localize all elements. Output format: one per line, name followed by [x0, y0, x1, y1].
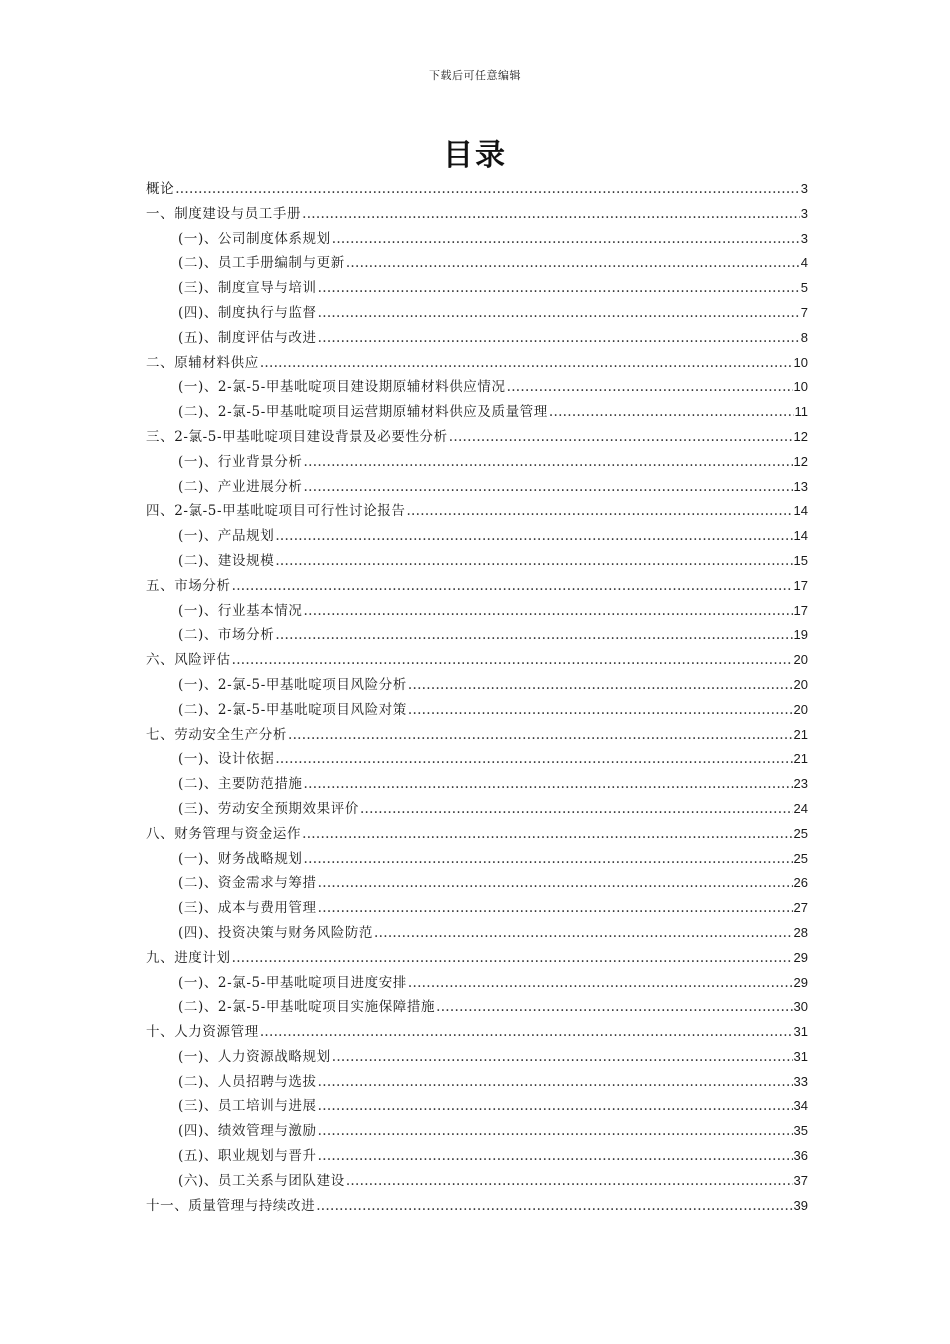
toc-entry[interactable]: [146, 896, 808, 921]
toc-entry-label: 七、劳动安全生产分析: [146, 726, 287, 743]
toc-entry-label: (二)、员工手册编制与更新: [178, 255, 345, 272]
toc-entry-page-number: 31: [793, 1024, 808, 1040]
toc-entry-page-number: 33: [793, 1073, 808, 1089]
toc-dot-leader: [346, 1173, 793, 1189]
toc-entry-label: (一)、设计依据: [178, 751, 275, 768]
toc-title: 目录: [443, 138, 507, 173]
toc-entry[interactable]: [146, 400, 808, 425]
toc-entry[interactable]: [146, 276, 808, 301]
toc-entry-label: (一)、财务战略规划: [178, 850, 303, 867]
toc-entry[interactable]: [146, 301, 808, 326]
toc-entry[interactable]: [146, 251, 808, 276]
toc-entry-page-number: 25: [793, 850, 808, 866]
toc-entry[interactable]: [146, 1045, 808, 1070]
toc-entry-page-number: 12: [793, 428, 808, 444]
toc-entry-label: (二)、2-氯-5-甲基吡啶项目风险对策: [178, 701, 407, 718]
toc-dot-leader: [304, 603, 793, 619]
toc-entry-page-number: 30: [793, 999, 808, 1015]
toc-dot-leader: [318, 900, 793, 916]
toc-entry-label: (六)、员工关系与团队建设: [178, 1172, 345, 1189]
toc-dot-leader: [318, 305, 800, 321]
toc-entry-label: (四)、绩效管理与激励: [178, 1123, 317, 1140]
toc-entry-page-number: 7: [800, 304, 808, 320]
toc-dot-leader: [332, 1049, 793, 1065]
toc-entry[interactable]: [146, 971, 808, 996]
toc-dot-leader: [275, 553, 792, 569]
toc-entry[interactable]: [146, 450, 808, 475]
toc-entry-page-number: 19: [793, 627, 808, 643]
toc-entry-label: 十、人力资源管理: [146, 1024, 259, 1041]
toc-entry[interactable]: [146, 921, 808, 946]
toc-dot-leader: [436, 999, 792, 1015]
toc-dot-leader: [304, 479, 793, 495]
toc-entry-page-number: 28: [793, 924, 808, 940]
toc-entry[interactable]: [146, 1020, 808, 1045]
toc-entry[interactable]: [146, 549, 808, 574]
toc-dot-leader: [275, 627, 792, 643]
toc-entry-page-number: 21: [793, 726, 808, 742]
toc-entry[interactable]: [146, 1070, 808, 1095]
toc-entry-page-number: 34: [793, 1098, 808, 1114]
toc-entry-page-number: 36: [793, 1148, 808, 1164]
toc-dot-leader: [175, 181, 800, 197]
toc-entry-page-number: 24: [793, 800, 808, 816]
toc-dot-leader: [275, 528, 792, 544]
toc-dot-leader: [507, 379, 793, 395]
toc-dot-leader: [318, 1123, 793, 1139]
toc-entry-label: (二)、产业进展分析: [178, 478, 303, 495]
toc-entry-page-number: 15: [793, 552, 808, 568]
toc-dot-leader: [408, 702, 793, 718]
toc-dot-leader: [318, 330, 800, 346]
toc-entry[interactable]: [146, 797, 808, 822]
toc-entry-label: (一)、公司制度体系规划: [178, 230, 331, 247]
toc-dot-leader: [304, 454, 793, 470]
toc-entry[interactable]: [146, 599, 808, 624]
toc-entry[interactable]: [146, 475, 808, 500]
toc-dot-leader: [302, 206, 800, 222]
toc-dot-leader: [549, 404, 794, 420]
toc-entry-label: (四)、投资决策与财务风险防范: [178, 924, 374, 941]
toc-dot-leader: [304, 776, 793, 792]
toc-entry[interactable]: [146, 375, 808, 400]
toc-entry[interactable]: [146, 177, 808, 202]
toc-entry[interactable]: [146, 574, 808, 599]
toc-entry-page-number: 20: [793, 676, 808, 692]
toc-entry[interactable]: [146, 425, 808, 450]
toc-dot-leader: [346, 255, 800, 271]
toc-entry-label: (三)、劳动安全预期效果评价: [178, 800, 359, 817]
toc-entry[interactable]: [146, 723, 808, 748]
toc-dot-leader: [408, 677, 793, 693]
toc-entry-page-number: 5: [800, 280, 808, 296]
toc-entry[interactable]: [146, 326, 808, 351]
toc-entry-label: (二)、市场分析: [178, 627, 275, 644]
toc-entry-page-number: 14: [793, 503, 808, 519]
toc-entry[interactable]: [146, 351, 808, 376]
toc-dot-leader: [318, 1148, 793, 1164]
toc-dot-leader: [408, 975, 793, 991]
toc-dot-leader: [288, 727, 793, 743]
toc-entry[interactable]: [146, 946, 808, 971]
toc-entry-page-number: 20: [793, 701, 808, 717]
toc-dot-leader: [302, 826, 792, 842]
toc-entry[interactable]: [146, 747, 808, 772]
toc-entry-page-number: 20: [793, 652, 808, 668]
toc-entry-page-number: 3: [800, 205, 808, 221]
toc-entry-page-number: 21: [793, 751, 808, 767]
toc-entry-label: (二)、主要防范措施: [178, 776, 303, 793]
toc-entry[interactable]: [146, 648, 808, 673]
toc-dot-leader: [316, 1198, 792, 1214]
toc-entry-page-number: 10: [793, 379, 808, 395]
toc-entry[interactable]: [146, 995, 808, 1020]
toc-entry-label: (一)、行业基本情况: [178, 602, 303, 619]
toc-entry-page-number: 29: [793, 949, 808, 965]
toc-entry-label: (一)、人力资源战略规划: [178, 1048, 331, 1065]
toc-entry-label: (二)、人员招聘与选拔: [178, 1073, 317, 1090]
toc-entry-page-number: 17: [793, 602, 808, 618]
header-note: 下载后可任意编辑: [429, 69, 521, 82]
toc-entry-page-number: 8: [800, 329, 808, 345]
toc-entry-label: 四、2-氯-5-甲基吡啶项目可行性讨论报告: [146, 503, 406, 520]
toc-entry-page-number: 25: [793, 825, 808, 841]
toc-entry-page-number: 14: [793, 528, 808, 544]
toc-entry[interactable]: [146, 623, 808, 648]
toc-entry-page-number: 29: [793, 974, 808, 990]
toc-entry-label: 概论: [146, 181, 175, 197]
toc-entry-page-number: 37: [793, 1172, 808, 1188]
toc-entry-label: 二、原辅材料供应: [146, 354, 259, 371]
toc-entry[interactable]: [146, 1194, 808, 1219]
toc-entry-page-number: 26: [793, 875, 808, 891]
toc-entry-page-number: 3: [800, 230, 808, 246]
toc-entry-label: (一)、2-氯-5-甲基吡啶项目建设期原辅材料供应情况: [178, 379, 506, 396]
toc-entry-label: (一)、2-氯-5-甲基吡啶项目进度安排: [178, 974, 407, 991]
toc-entry-page-number: 12: [793, 453, 808, 469]
toc-entry-label: (三)、员工培训与进展: [178, 1098, 317, 1115]
toc-dot-leader: [374, 925, 792, 941]
toc-entry[interactable]: [146, 1144, 808, 1169]
toc-entry-label: (三)、成本与费用管理: [178, 900, 317, 917]
toc-dot-leader: [332, 231, 800, 247]
toc-entry[interactable]: [146, 227, 808, 252]
toc-dot-leader: [260, 355, 793, 371]
toc-entry[interactable]: [146, 1169, 808, 1194]
toc-entry-label: 十一、质量管理与持续改进: [146, 1197, 316, 1214]
toc-dot-leader: [304, 851, 793, 867]
toc-entry-label: (三)、制度宣导与培训: [178, 280, 317, 297]
toc-entry-label: (二)、资金需求与筹措: [178, 875, 317, 892]
toc-entry-label: (一)、行业背景分析: [178, 453, 303, 470]
toc-dot-leader: [318, 1098, 793, 1114]
toc-entry-page-number: 23: [793, 776, 808, 792]
toc-entry-label: 九、进度计划: [146, 949, 231, 966]
toc-entry-page-number: 3: [800, 181, 808, 196]
toc-dot-leader: [449, 429, 793, 445]
toc-dot-leader: [232, 652, 793, 668]
toc-entry-label: (二)、2-氯-5-甲基吡啶项目实施保障措施: [178, 999, 436, 1016]
toc-entry-label: 六、风险评估: [146, 652, 231, 669]
toc-entry[interactable]: [146, 499, 808, 524]
toc-entry-label: (五)、职业规划与晋升: [178, 1148, 317, 1165]
toc-entry-label: (五)、制度评估与改进: [178, 329, 317, 346]
toc-entry-page-number: 27: [793, 900, 808, 916]
toc-entry-page-number: 13: [793, 478, 808, 494]
toc-entry-label: 八、财务管理与资金运作: [146, 825, 302, 842]
toc-entry-label: (一)、2-氯-5-甲基吡啶项目风险分析: [178, 676, 407, 693]
toc-entry-label: 五、市场分析: [146, 577, 231, 594]
toc-entry-page-number: 31: [793, 1048, 808, 1064]
toc-dot-leader: [232, 950, 793, 966]
toc-entry-page-number: 11: [794, 404, 808, 420]
toc-entry-label: (二)、建设规模: [178, 552, 275, 569]
toc-entry-label: (四)、制度执行与监督: [178, 304, 317, 321]
toc-entry-page-number: 4: [800, 255, 808, 271]
toc-dot-leader: [318, 1074, 793, 1090]
toc-entry-page-number: 35: [793, 1123, 808, 1139]
toc-entry-label: (二)、2-氯-5-甲基吡啶项目运营期原辅材料供应及质量管理: [178, 404, 548, 421]
toc-entry-page-number: 10: [793, 354, 808, 370]
toc-dot-leader: [318, 875, 793, 891]
toc-dot-leader: [318, 280, 800, 296]
toc-entry[interactable]: [146, 202, 808, 227]
toc-entry-label: (一)、产品规划: [178, 528, 275, 545]
toc-entry[interactable]: [146, 524, 808, 549]
toc-entry[interactable]: [146, 847, 808, 872]
toc-entry[interactable]: [146, 1094, 808, 1119]
toc-entry[interactable]: [146, 1119, 808, 1144]
table-of-contents: [146, 177, 808, 1218]
toc-entry[interactable]: [146, 822, 808, 847]
toc-entry[interactable]: [146, 673, 808, 698]
toc-entry-label: 一、制度建设与员工手册: [146, 205, 302, 222]
toc-entry-page-number: 39: [793, 1197, 808, 1213]
toc-dot-leader: [406, 503, 792, 519]
toc-dot-leader: [260, 1024, 793, 1040]
toc-entry-page-number: 17: [793, 577, 808, 593]
toc-dot-leader: [275, 751, 792, 767]
toc-entry-label: 三、2-氯-5-甲基吡啶项目建设背景及必要性分析: [146, 428, 448, 445]
toc-dot-leader: [232, 578, 793, 594]
toc-dot-leader: [360, 801, 793, 817]
toc-entry[interactable]: [146, 698, 808, 723]
toc-entry[interactable]: [146, 871, 808, 896]
toc-entry[interactable]: [146, 772, 808, 797]
